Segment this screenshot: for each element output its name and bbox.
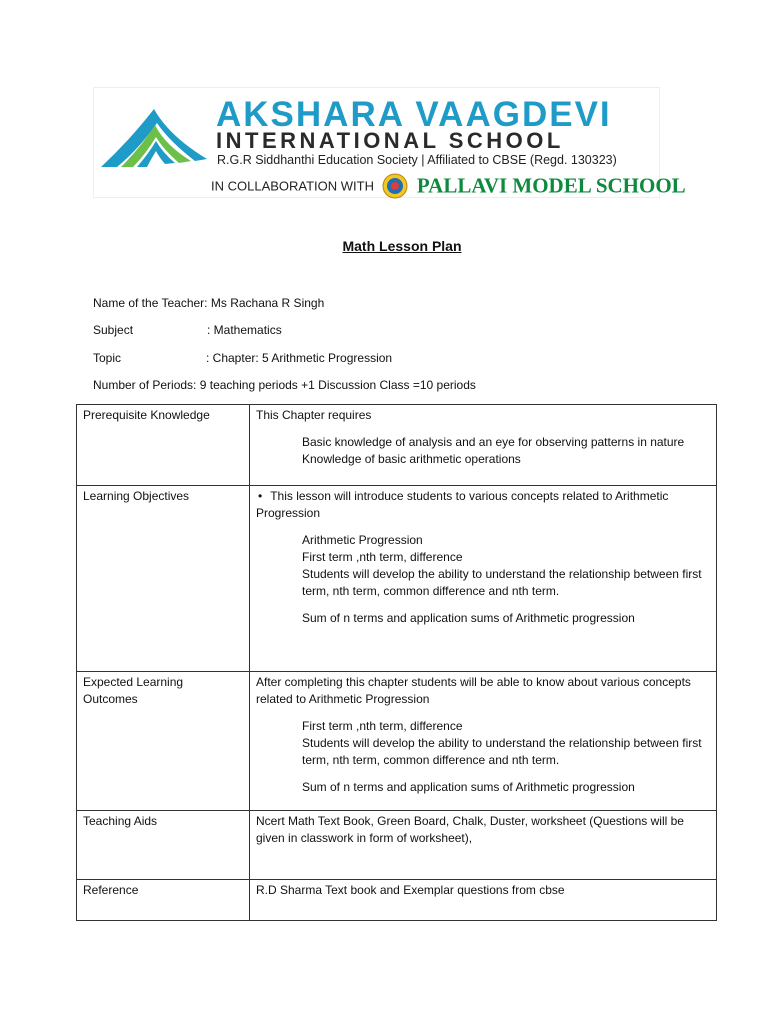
table-row <box>77 880 717 921</box>
school-banner <box>93 87 686 198</box>
school-name: AKSHARA VAAGDEVI <box>216 95 612 134</box>
periods-line <box>93 378 476 392</box>
list-item: First term ,nth term, difference <box>302 719 463 733</box>
list-item: Basic knowledge of analysis and an eye for observing patterns in nature <box>302 435 685 449</box>
teacher-value: Ms Rachana R Singh <box>210 296 325 310</box>
list-item: Students will develop the ability to understand the relationship between first term, nth term, common difference and nth term. <box>302 567 702 598</box>
reference-content: R.D Sharma Text book and Exemplar questions from cbse <box>250 880 717 921</box>
topic-value: : Chapter: 5 Arithmetic Progression <box>206 351 393 365</box>
collaboration-row <box>211 173 686 199</box>
collaboration-text: IN COLLABORATION WITH <box>211 178 374 194</box>
aids-label: Teaching Aids <box>77 811 250 880</box>
periods-value: 9 teaching periods +1 Discussion Class =10 periods <box>199 378 476 392</box>
list-item: Sum of n terms and application sums of Arithmetic progression <box>302 611 635 625</box>
outcomes-intro: After completing this chapter students will be able to know about various concepts related to Arithmetic Progression <box>256 675 691 706</box>
topic-line <box>93 351 392 365</box>
partner-school-name: PALLAVI MODEL SCHOOL <box>416 173 686 198</box>
reference-label: Reference <box>77 880 250 921</box>
prereq-content <box>250 405 717 486</box>
prereq-intro: This Chapter requires <box>256 408 372 422</box>
aids-content: Ncert Math Text Book, Green Board, Chalk, Duster, worksheet (Questions will be given in classwork in form of worksheet), <box>250 811 717 880</box>
table-row <box>77 811 717 880</box>
periods-label: Number of Periods: <box>93 378 197 392</box>
prereq-list <box>256 434 710 468</box>
society-line: R.G.R Siddhanthi Education Society | Affiliated to CBSE (Regd. 130323) <box>217 153 617 167</box>
topic-label: Topic <box>93 351 122 365</box>
school-logo-icon <box>99 101 209 173</box>
prereq-label: Prerequisite Knowledge <box>77 405 250 486</box>
subject-line <box>93 323 282 337</box>
list-item: First term ,nth term, difference <box>302 550 463 564</box>
outcomes-list <box>256 718 710 796</box>
lesson-plan-table <box>76 404 717 921</box>
objectives-label: Learning Objectives <box>77 486 250 672</box>
page-title-text: Math Lesson Plan <box>342 238 462 254</box>
list-item: Arithmetic Progression <box>302 533 423 547</box>
page-title <box>0 238 768 254</box>
table-row <box>77 672 717 811</box>
outcomes-content <box>250 672 717 811</box>
partner-seal-icon <box>382 173 408 199</box>
school-subtitle: INTERNATIONAL SCHOOL <box>216 128 564 153</box>
dot-bullet-icon: • <box>258 489 263 503</box>
outcomes-label: Expected Learning Outcomes <box>77 672 250 811</box>
objectives-list <box>256 532 710 627</box>
objectives-intro: • This lesson will introduce students to various concepts related to Arithmetic Progression <box>256 489 669 520</box>
list-item: Students will develop the ability to understand the relationship between first term, nth term, common difference and nth term. <box>302 736 702 767</box>
table-row <box>77 486 717 672</box>
teacher-line <box>93 296 324 310</box>
subject-label: Subject <box>93 323 134 337</box>
table-row <box>77 405 717 486</box>
teacher-label: Name of the Teacher: <box>93 296 208 310</box>
subject-value: : Mathematics <box>207 323 282 337</box>
objectives-content <box>250 486 717 672</box>
list-item: Sum of n terms and application sums of Arithmetic progression <box>302 780 635 794</box>
list-item: Knowledge of basic arithmetic operations <box>302 452 521 466</box>
